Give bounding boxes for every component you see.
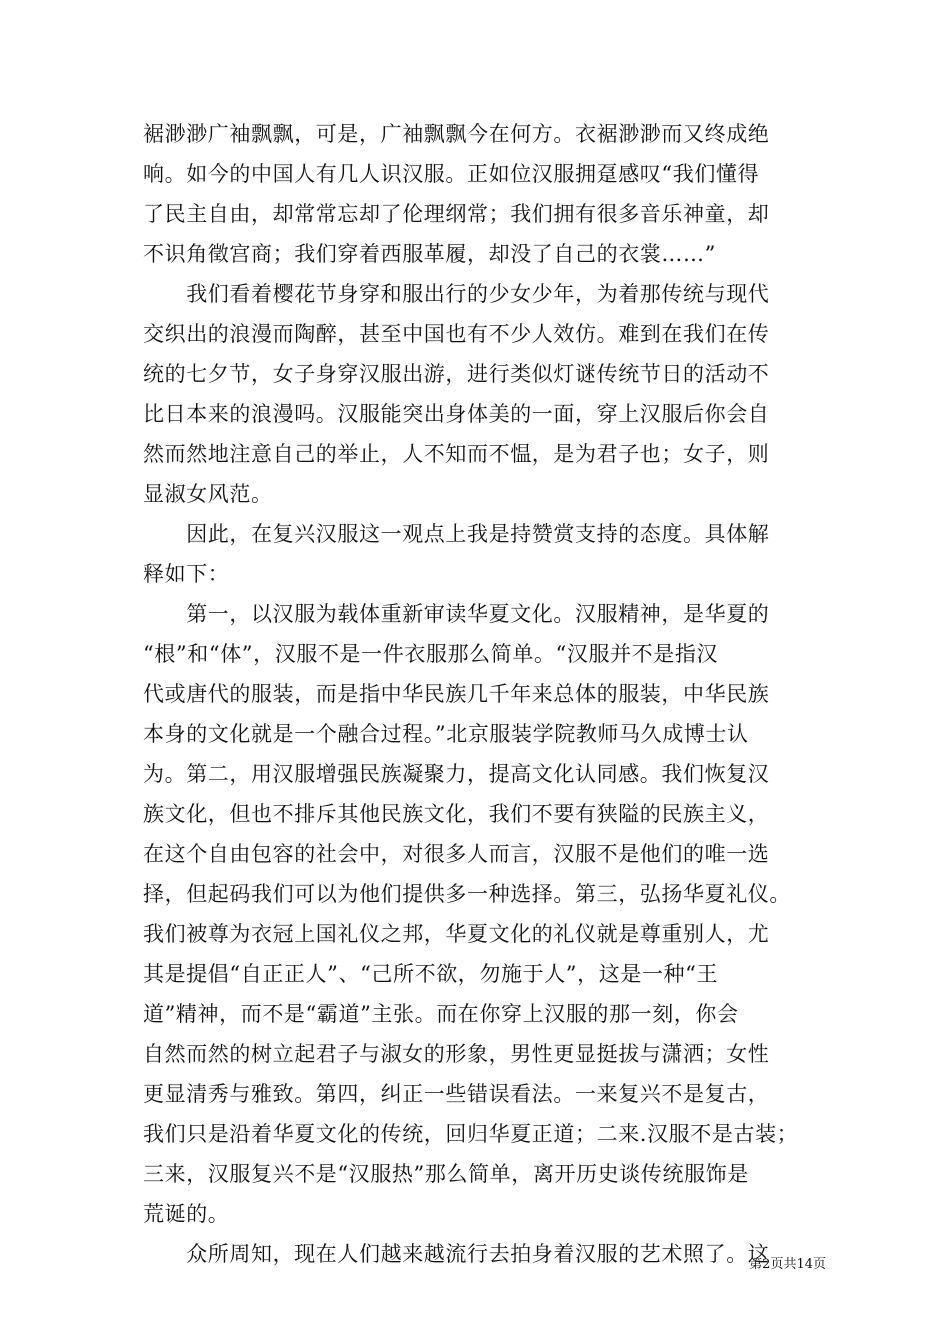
text-line: 更显清秀与雅致。第四，纠正一些错误看法。一来复兴不是复古， [143, 1082, 770, 1106]
text-line: 自然而然的树立起君子与淑女的形象，男性更显挺拔与潇洒；女性 [143, 1042, 770, 1066]
text-line: 因此，在复兴汉服这一观点上我是持赞赏支持的态度。具体解 [143, 522, 770, 546]
text-line: 择，但起码我们可以为他们提供多一种选择。第三，弘扬华夏礼仪。 [143, 882, 791, 906]
text-line: 三来，汉服复兴不是“汉服热”那么简单，离开历史谈传统服饰是 [143, 1162, 749, 1186]
page-number-footer: 第2页共14页 [749, 1257, 826, 1272]
text-line: 第一，以汉服为载体重新审读华夏文化。汉服精神，是华夏的 [143, 602, 770, 626]
text-line: 统的七夕节，女子身穿汉服出游，进行类似灯谜传统节日的活动不 [143, 362, 770, 386]
text-line: 在这个自由包容的社会中，对很多人而言，汉服不是他们的唯一选 [143, 842, 770, 866]
text-line: 响。如今的中国人有几人识汉服。正如位汉服拥趸感叹“我们懂得 [143, 162, 760, 186]
text-line: 荒诞的。 [143, 1202, 230, 1226]
text-line: 比日本来的浪漫吗。汉服能突出身体美的一面，穿上汉服后你会自 [143, 402, 770, 426]
text-line: 释如下： [143, 562, 230, 586]
text-line: 代或唐代的服装，而是指中华民族几千年来总体的服装，中华民族 [143, 682, 770, 706]
text-line: 我们只是沿着华夏文化的传统，回归华夏正道；二来.汉服不是古装； [143, 1122, 799, 1146]
text-line: 然而然地注意自己的举止，人不知而不愠，是为君子也；女子，则 [143, 442, 770, 466]
text-line: 了民主自由，却常常忘却了伦理纲常；我们拥有很多音乐神童，却 [143, 202, 770, 226]
text-line: “根”和“体”，汉服不是一件衣服那么简单。“汉服并不是指汉 [143, 642, 719, 666]
text-line: 为。第二，用汉服增强民族凝聚力，提高文化认同感。我们恢复汉 [143, 762, 770, 786]
text-line: 不识角徵宫商；我们穿着西服革履，却没了自己的衣裳……” [143, 242, 716, 266]
text-line: 道”精神，而不是“霸道”主张。而在你穿上汉服的那一刻，你会 [143, 1002, 739, 1026]
text-line: 我们被尊为衣冠上国礼仪之邦，华夏文化的礼仪就是尊重别人，尤 [143, 922, 770, 946]
text-line: 本身的文化就是一个融合过程。”北京服装学院教师马久成博士认 [143, 722, 749, 746]
text-line: 我们看着樱花节身穿和服出行的少女少年，为着那传统与现代 [143, 282, 770, 306]
text-line: 交织出的浪漫而陶醉，甚至中国也有不少人效仿。难到在我们在传 [143, 322, 770, 346]
text-line: 众所周知，现在人们越来越流行去拍身着汉服的艺术照了。这 [143, 1242, 770, 1266]
text-line: 其是提倡“自正正人”、“己所不欲，勿施于人”，这是一种“王 [143, 962, 719, 986]
text-line: 裾渺渺广袖飘飘，可是，广袖飘飘今在何方。衣裾渺渺而又终成绝 [143, 122, 770, 146]
text-line: 族文化，但也不排斥其他民族文化，我们不要有狭隘的民族主义， [143, 802, 770, 826]
text-line: 显淑女风范。 [143, 482, 273, 506]
